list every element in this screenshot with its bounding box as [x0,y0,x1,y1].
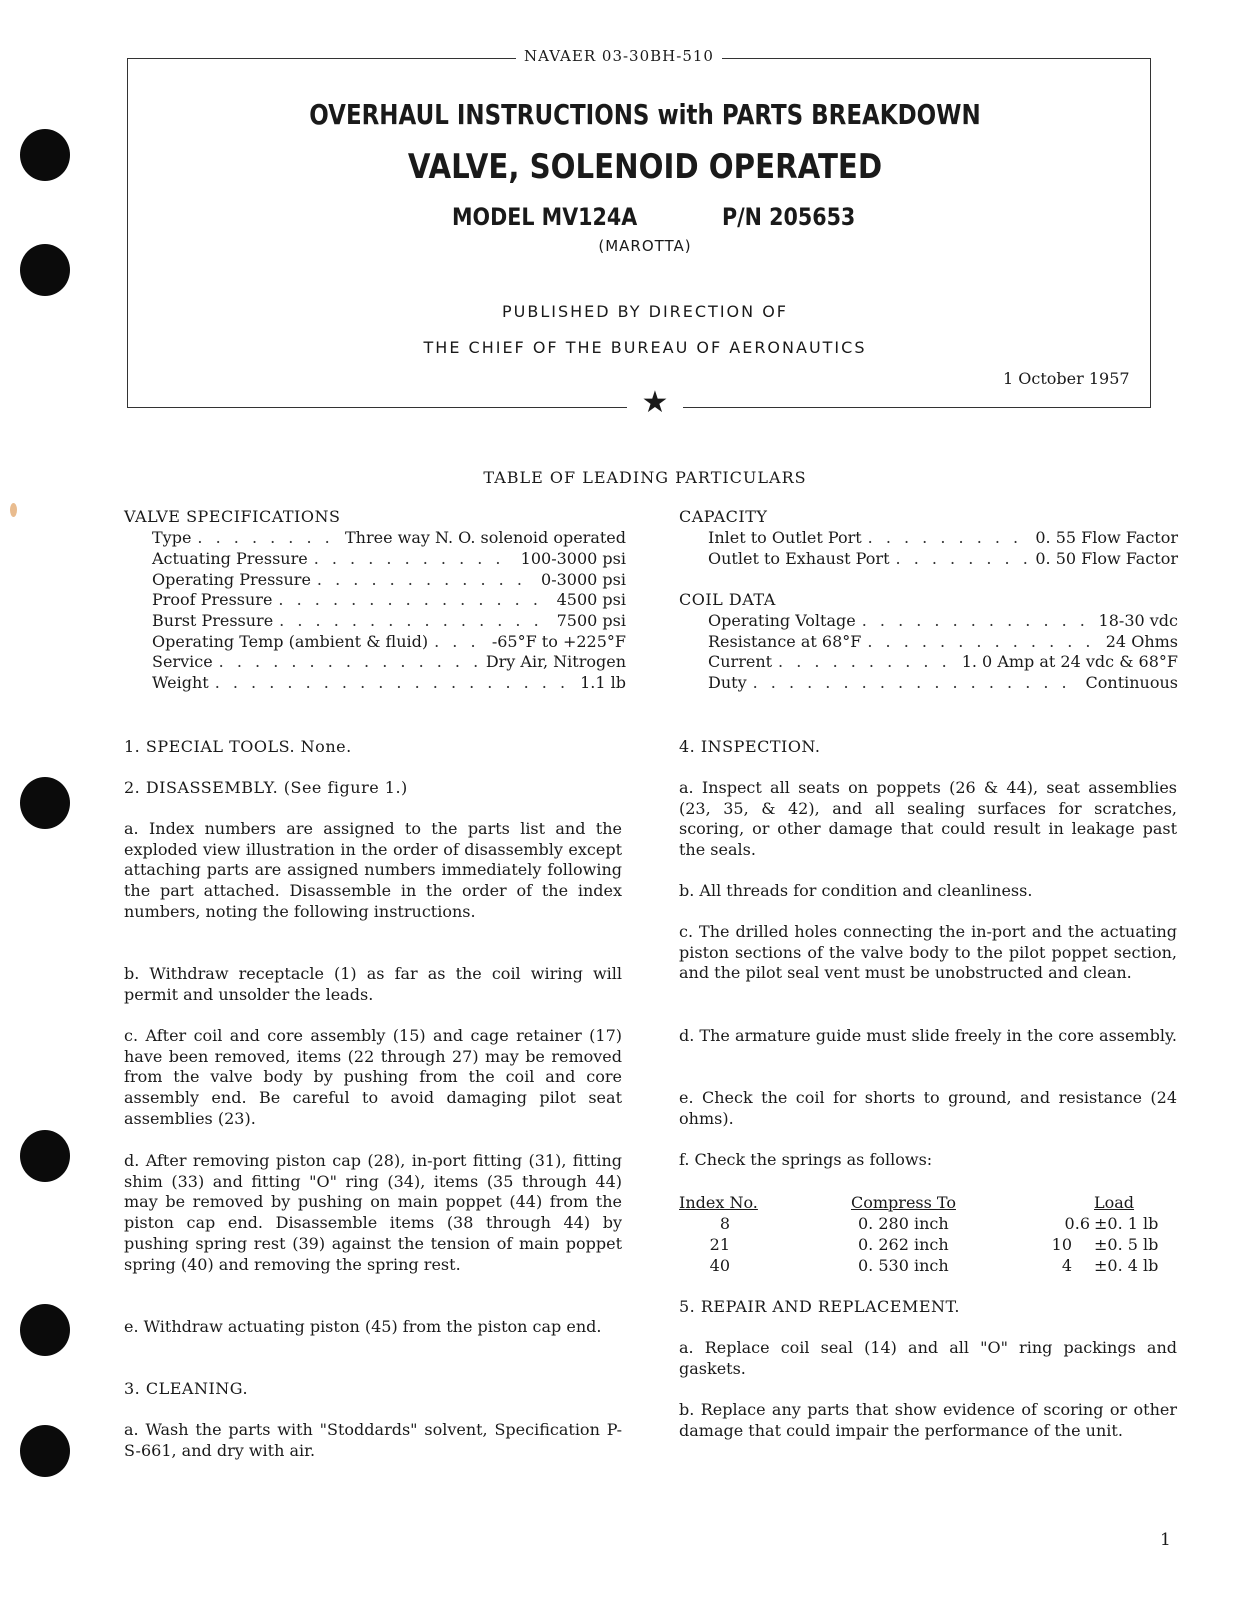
spring-index: 21 [709,1235,730,1254]
publication-date: 1 October 1957 [1003,369,1130,388]
spring-compress: 0. 530 inch [858,1256,949,1275]
spec-row: Service . . . Dry Air, Nitrogen [152,652,626,673]
spec-row: Burst Pressure . . . 7500 psi [152,611,626,632]
repair-para-a: a. Replace coil seal (14) and all "O" ring packings and gaskets. [679,1338,1177,1378]
spec-row: Actuating Pressure . . . 100-3000 psi [152,549,626,570]
table-title: TABLE OF LEADING PARTICULARS [483,468,807,487]
binder-hole [20,1425,70,1477]
disassembly-para-c: c. After coil and core assembly (15) and cage retainer (17) have been removed, items (22 through 27) may be removed from the valve body by pushing from the coil and core assembly end. Be careful to avoid damaging pilot seat assemblies (23). [124,1026,622,1128]
spec-row: Proof Pressure . . . 4500 psi [152,590,626,611]
binder-hole [20,1130,70,1182]
spec-row: Operating Pressure . . . 0-3000 psi [152,570,626,591]
paper-stain [10,503,17,517]
disassembly-para-b: b. Withdraw receptacle (1) as far as the coil wiring will permit and unsolder the leads. [124,964,622,1004]
disassembly-para-e: e. Withdraw actuating piston (45) from the piston cap end. [124,1317,602,1336]
binder-hole [20,129,70,181]
binder-hole [20,777,70,829]
coil-data-heading: COIL DATA [679,590,776,609]
inspection-para-a: a. Inspect all seats on poppets (26 & 44), seat assemblies (23, 35, & 42), and all sealing surfaces for scratches, scoring, or other damage that could result in leakage past the seals. [679,778,1177,860]
spring-compress: 0. 280 inch [858,1214,949,1233]
document-code: NAVAER 03-30BH-510 [0,47,1238,65]
disassembly-para-d: d. After removing piston cap (28), in-port fitting (31), fitting shim (33) and fitting "O" ring (34), items (35 through 44) may be removed by pushing on main poppet (44) from the piston cap end. Disassemble items (38 through 44) by pushing spring rest (39) against the tension of main poppet spring (40) and removing the spring rest. [124,1151,622,1274]
publisher-authority: THE CHIEF OF THE BUREAU OF AERONAUTICS [423,338,867,357]
section-special-tools: 1. SPECIAL TOOLS. None. [124,737,352,756]
inspection-para-d: d. The armature guide must slide freely in the core assembly. [679,1026,1177,1045]
spec-row: Resistance at 68°F . . . 24 Ohms [708,632,1178,653]
spec-row: Current . . . 1. 0 Amp at 24 vdc & 68°F [708,652,1178,673]
title-line-2: VALVE, SOLENOID OPERATED [407,147,883,187]
spec-row: Operating Temp (ambient & fluid) . . . -65°F to +225°F [152,632,626,653]
spring-index: 40 [709,1256,730,1275]
spec-row: Inlet to Outlet Port . . . 0. 55 Flow Factor [708,528,1178,549]
part-number: P/N 205653 [722,203,856,231]
spec-row: Operating Voltage . . . 18-30 vdc [708,611,1178,632]
capacity-heading: CAPACITY [679,507,768,526]
spring-header-compress: Compress To [851,1193,956,1212]
star-icon: ★ [641,385,669,420]
model-number: MODEL MV124A [452,203,638,231]
spring-header-load: Load [1094,1193,1135,1212]
section-repair-replacement: 5. REPAIR AND REPLACEMENT. [679,1297,960,1316]
section-disassembly: 2. DISASSEMBLY. (See figure 1.) [124,778,408,797]
spec-row: Type . . . Three way N. O. solenoid operated [152,528,626,549]
manufacturer: (MAROTTA) [598,237,692,255]
spring-load-tolerance: ±0. 5 lb [1094,1235,1159,1254]
inspection-para-c: c. The drilled holes connecting the in-port and the actuating piston sections of the valve body to the pilot poppet section, and the pilot seal vent must be unobstructed and clean. [679,922,1177,983]
inspection-para-b: b. All threads for condition and cleanliness. [679,881,1033,900]
inspection-para-f: f. Check the springs as follows: [679,1150,933,1169]
spring-index: 8 [719,1214,730,1233]
spring-load-nominal: 10 [1051,1235,1072,1254]
repair-para-b: b. Replace any parts that show evidence of scoring or other damage that could impair the performance of the unit. [679,1400,1177,1440]
section-cleaning: 3. CLEANING. [124,1379,249,1398]
spring-header-index: Index No. [679,1193,758,1212]
page-number: 1 [1160,1530,1171,1550]
spring-compress: 0. 262 inch [858,1235,949,1254]
binder-hole [20,1304,70,1356]
cleaning-para-a: a. Wash the parts with "Stoddards" solvent, Specification P-S-661, and dry with air. [124,1420,622,1460]
published-by: PUBLISHED BY DIRECTION OF [501,302,788,321]
spring-load-tolerance: ±0. 1 lb [1094,1214,1159,1233]
section-inspection: 4. INSPECTION. [679,737,821,756]
inspection-para-e: e. Check the coil for shorts to ground, and resistance (24 ohms). [679,1088,1177,1128]
spring-load-nominal: 4 [1061,1256,1072,1275]
spring-load-nominal: 0.6 [1064,1214,1090,1233]
spec-row: Duty . . . Continuous [708,673,1178,694]
spring-load-tolerance: ±0. 4 lb [1094,1256,1159,1275]
spec-row: Outlet to Exhaust Port . . . 0. 50 Flow Factor [708,549,1178,570]
disassembly-para-a: a. Index numbers are assigned to the parts list and the exploded view illustration in the order of disassembly except attaching parts are assigned numbers immediately following the part attached. Disassemble in the order of the index numbers, noting the following instructions. [124,819,622,921]
spec-row: Weight . . . 1.1 lb [152,673,626,694]
valve-specs-heading: VALVE SPECIFICATIONS [124,507,341,526]
title-line-1: OVERHAUL INSTRUCTIONS with PARTS BREAKDOWN [309,98,981,131]
